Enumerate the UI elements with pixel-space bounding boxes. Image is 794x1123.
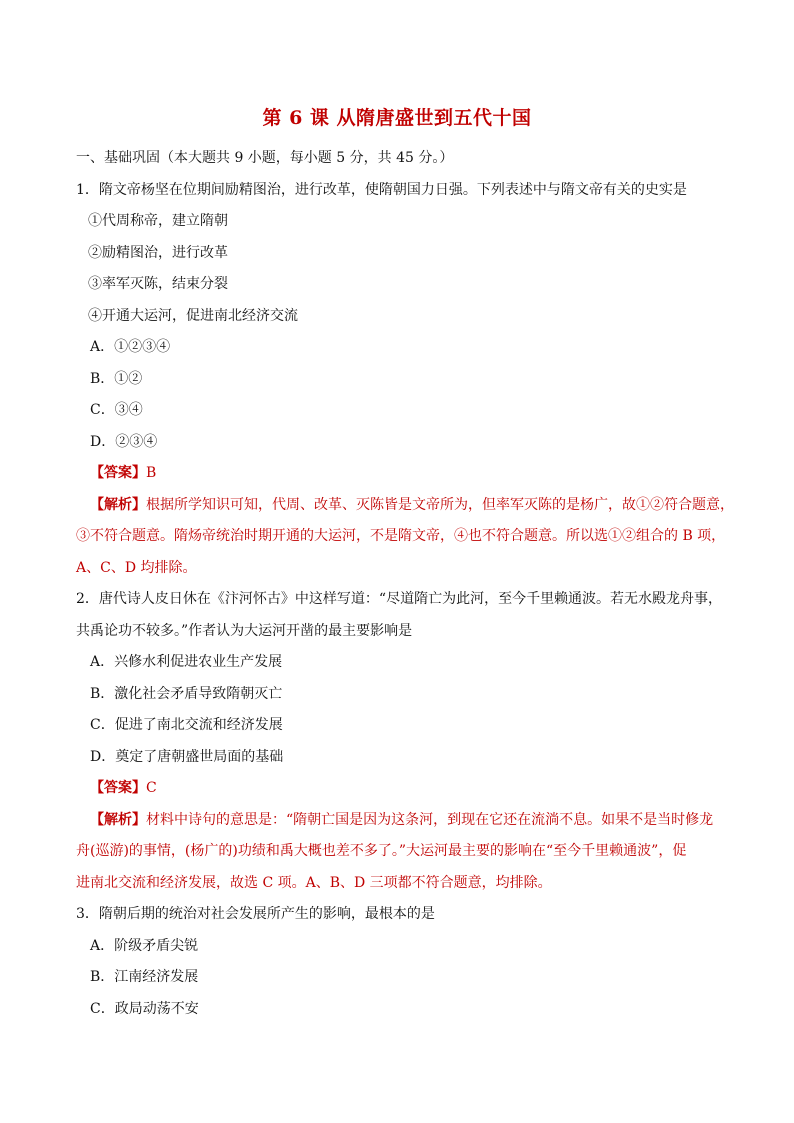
answer-value: C	[146, 780, 157, 796]
question-1-answer	[76, 458, 736, 490]
section-heading: 一、基础巩固（本大题共 9 小题，每小题 5 分，共 45 分。）	[76, 150, 454, 166]
question-2-answer	[76, 773, 736, 805]
question-3-option-b: B．江南经济发展	[90, 969, 199, 985]
question-1-option-a: A．①②③④	[90, 339, 171, 355]
question-1-option-d: D．②③④	[90, 433, 158, 450]
answer-label: 【答案】	[90, 465, 146, 481]
question-2-analysis-line-1	[76, 805, 736, 837]
document-body	[76, 143, 736, 1025]
question-2-option-c: C．促进了南北交流和经济发展	[90, 717, 283, 733]
question-1-option-b: B．①②	[90, 370, 143, 387]
question-2-option-b: B．激化社会矛盾导致隋朝灭亡	[90, 685, 283, 702]
question-1-analysis-line-2: ③不符合题意。隋炀帝统治时期开通的大运河，不是隋文帝，④也不符合题意。所以选①②组合的 B 项，	[76, 528, 726, 544]
answer-label: 【答案】	[90, 780, 146, 796]
question-2-option-a: A．兴修水利促进农业生产发展	[90, 654, 283, 670]
question-1-stem: 1．隋文帝杨坚在位期间励精图治，进行改革，使隋朝国力日强。下列表述中与隋文帝有关的史实是	[76, 181, 687, 198]
question-1-item: ④开通大运河，促进南北经济交流	[88, 307, 298, 324]
question-2-stem-line-2: 共禹论功不较多。”作者认为大运河开凿的最主要影响是	[76, 622, 413, 639]
analysis-label: 【解析】	[90, 496, 146, 513]
analysis-text: 根据所学知识可知，代周、改革、灭陈皆是文帝所为，但率军灭陈的是杨广，故①②符合题意，	[146, 496, 734, 513]
question-3-option-c: C．政局动荡不安	[90, 1000, 199, 1017]
answer-value: B	[146, 465, 157, 481]
question-3-option-a: A．阶级矛盾尖锐	[90, 937, 199, 954]
question-1-item: ②励精图治，进行改革	[88, 244, 228, 261]
question-2-analysis-line-2: 舟(巡游)的事情，(杨广的)功绩和禹大概也差不多了。”大运河最主要的影响在“至今千里赖通波”，促	[76, 843, 687, 859]
question-1-analysis-line-3: A、C、D 均排除。	[76, 559, 197, 576]
analysis-text: 材料中诗句的意思是：“隋朝亡国是因为这条河，到现在它还在流淌不息。如果不是当时修龙	[146, 811, 714, 828]
question-2-analysis-line-3: 进南北交流和经济发展，故选 C 项。A、B、D 三项都不符合题意，均排除。	[76, 874, 552, 891]
question-2-option-d: D．奠定了唐朝盛世局面的基础	[90, 748, 284, 765]
analysis-label: 【解析】	[90, 811, 146, 828]
lesson-title: 第 6 课 从隋唐盛世到五代十国	[262, 107, 532, 129]
question-1-option-c: C．③④	[90, 402, 143, 418]
question-3-stem: 3．隋朝后期的统治对社会发展所产生的影响，最根本的是	[76, 906, 435, 922]
question-1-item: ③率军灭陈，结束分裂	[88, 276, 228, 292]
question-1-item: ①代周称帝，建立隋朝	[88, 213, 228, 229]
question-2-stem-line-1: 2．唐代诗人皮日休在《汴河怀古》中这样写道：“尽道隋亡为此河，至今千里赖通波。若无水殿龙舟事，	[76, 591, 723, 607]
question-1-analysis-line-1	[76, 490, 736, 522]
